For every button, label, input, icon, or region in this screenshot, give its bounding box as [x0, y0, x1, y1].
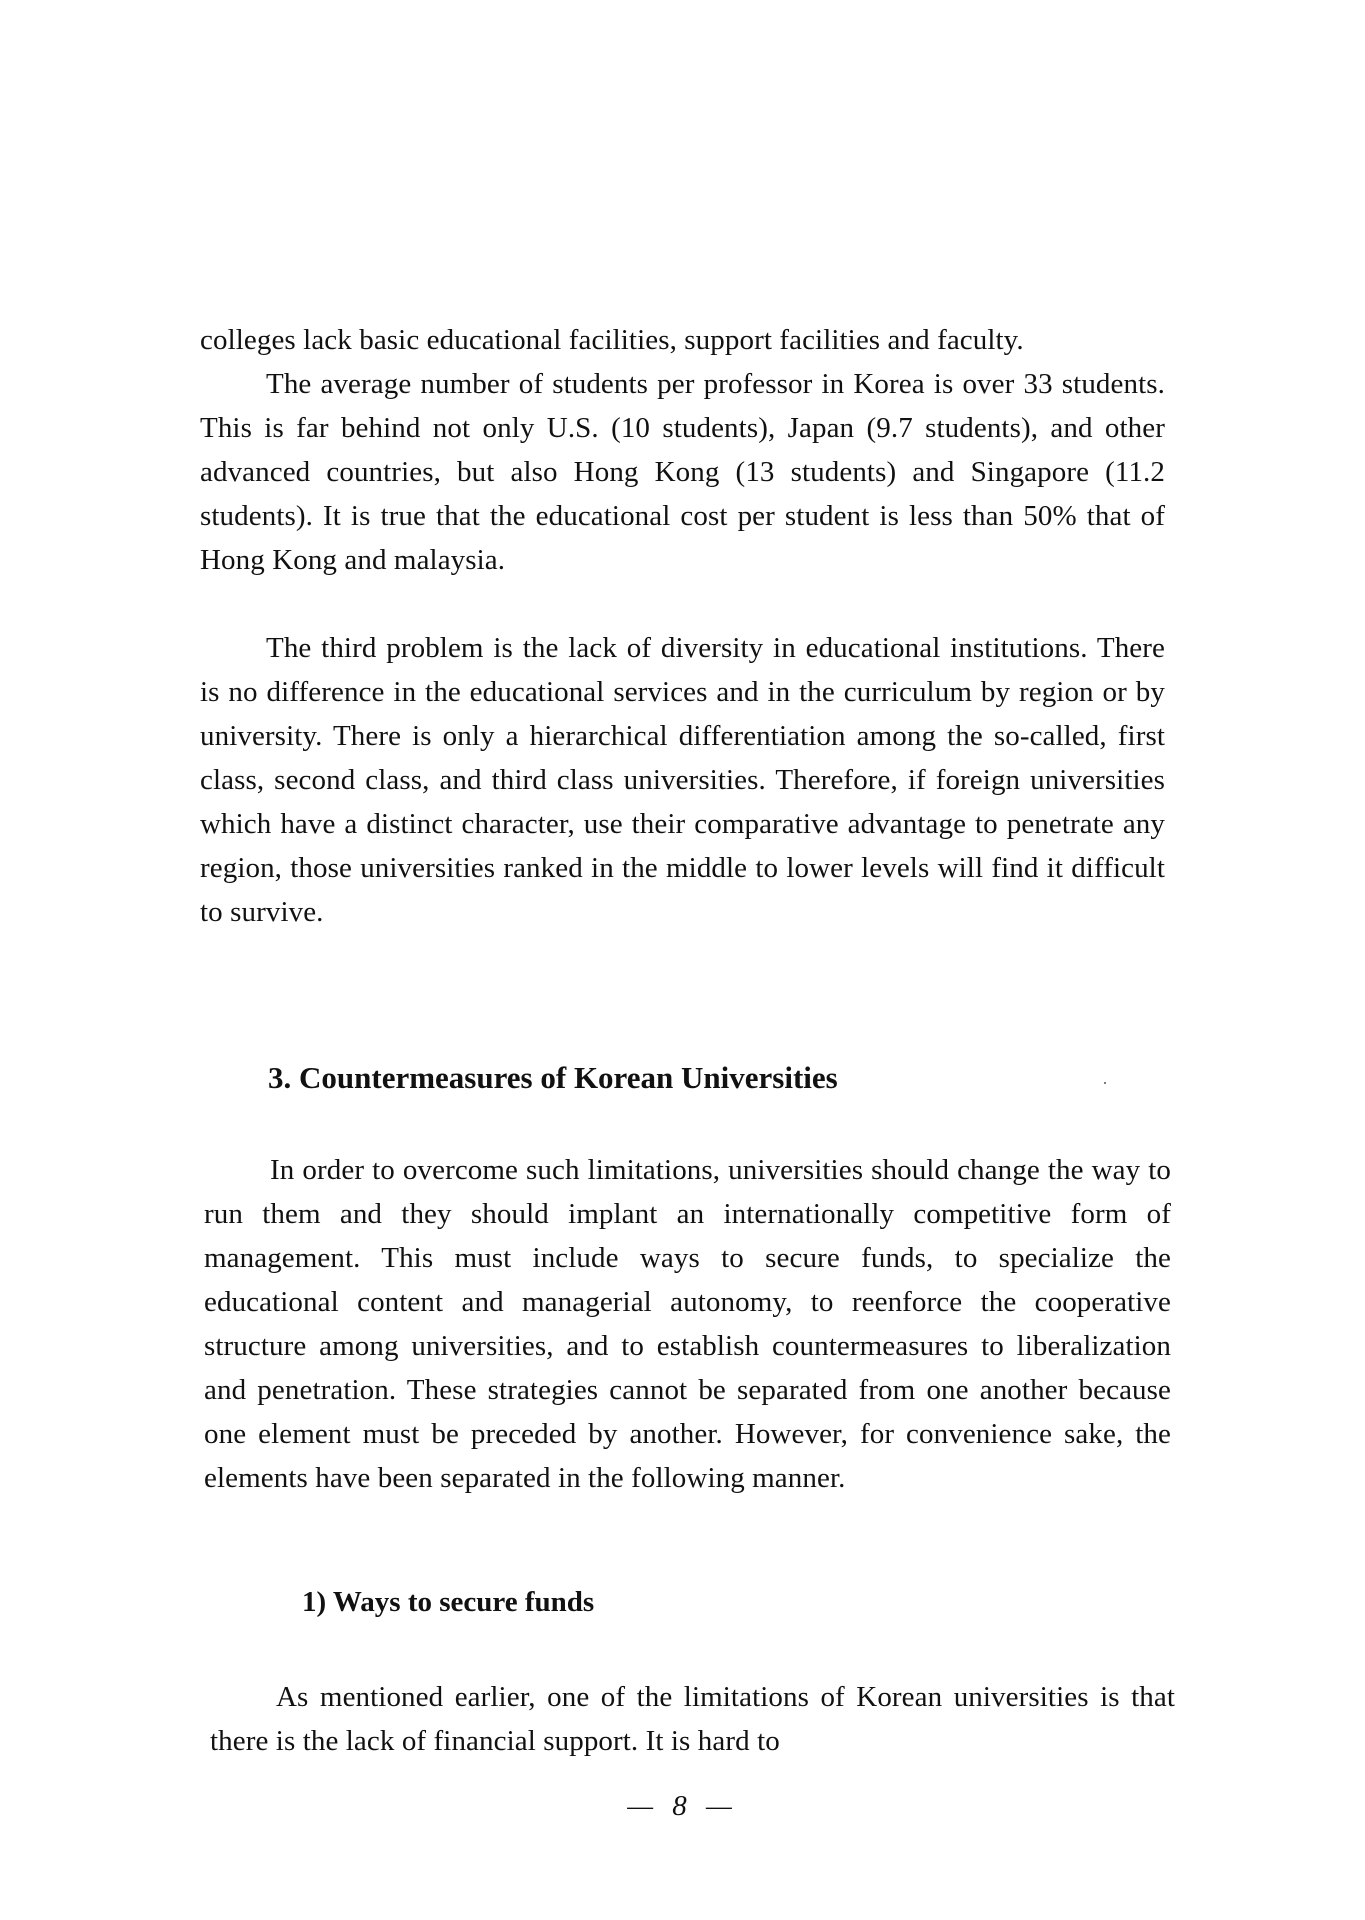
subsection-heading: 1) Ways to secure funds — [302, 1586, 595, 1618]
paragraph-countermeasures-intro: In order to overcome such limitations, universities should change the way to run them and they should implant an internationally competitive form of management. This must include ways to secure funds, to specialize the educational content and managerial autonomy, to reenforce the cooperative structure among universities, and to establish countermeasures to liberalization and penetration. These strategies cannot be separated from one another because one element must be preceded by another. However, for convenience sake, the elements have been separated in the following manner. — [204, 1154, 1171, 1494]
paragraph-continuation: colleges lack basic educational facilities, support facilities and faculty. — [200, 324, 1024, 356]
page-number: — 8 — — [627, 1790, 738, 1822]
section-heading: 3. Countermeasures of Korean Universities — [268, 1060, 838, 1095]
paragraph-students-per-professor: The average number of students per professor in Korea is over 33 students. This is far behind not only U.S. (10 students), Japan (9.7 students), and other advanced countries, but also Hong Kong (13 students) and Singapore (11.2 students). It is true that the educational cost per student is less than 50% that of Hong Kong and malaysia. — [200, 368, 1165, 576]
scan-speck — [1104, 1082, 1106, 1084]
paragraph-financial-support: As mentioned earlier, one of the limitations of Korean universities is that there is the lack of financial support. It is hard to — [210, 1681, 1175, 1757]
paragraph-lack-of-diversity: The third problem is the lack of diversity in educational institutions. There is no difference in the educational services and in the curriculum by region or by university. There is only a hierarchical differentiation among the so-called, first class, second class, and third class universities. Therefore, if foreign universities which have a distinct character, use their comparative advantage to penetrate any region, those universities ranked in the middle to lower levels will find it difficult to survive. — [200, 632, 1165, 928]
